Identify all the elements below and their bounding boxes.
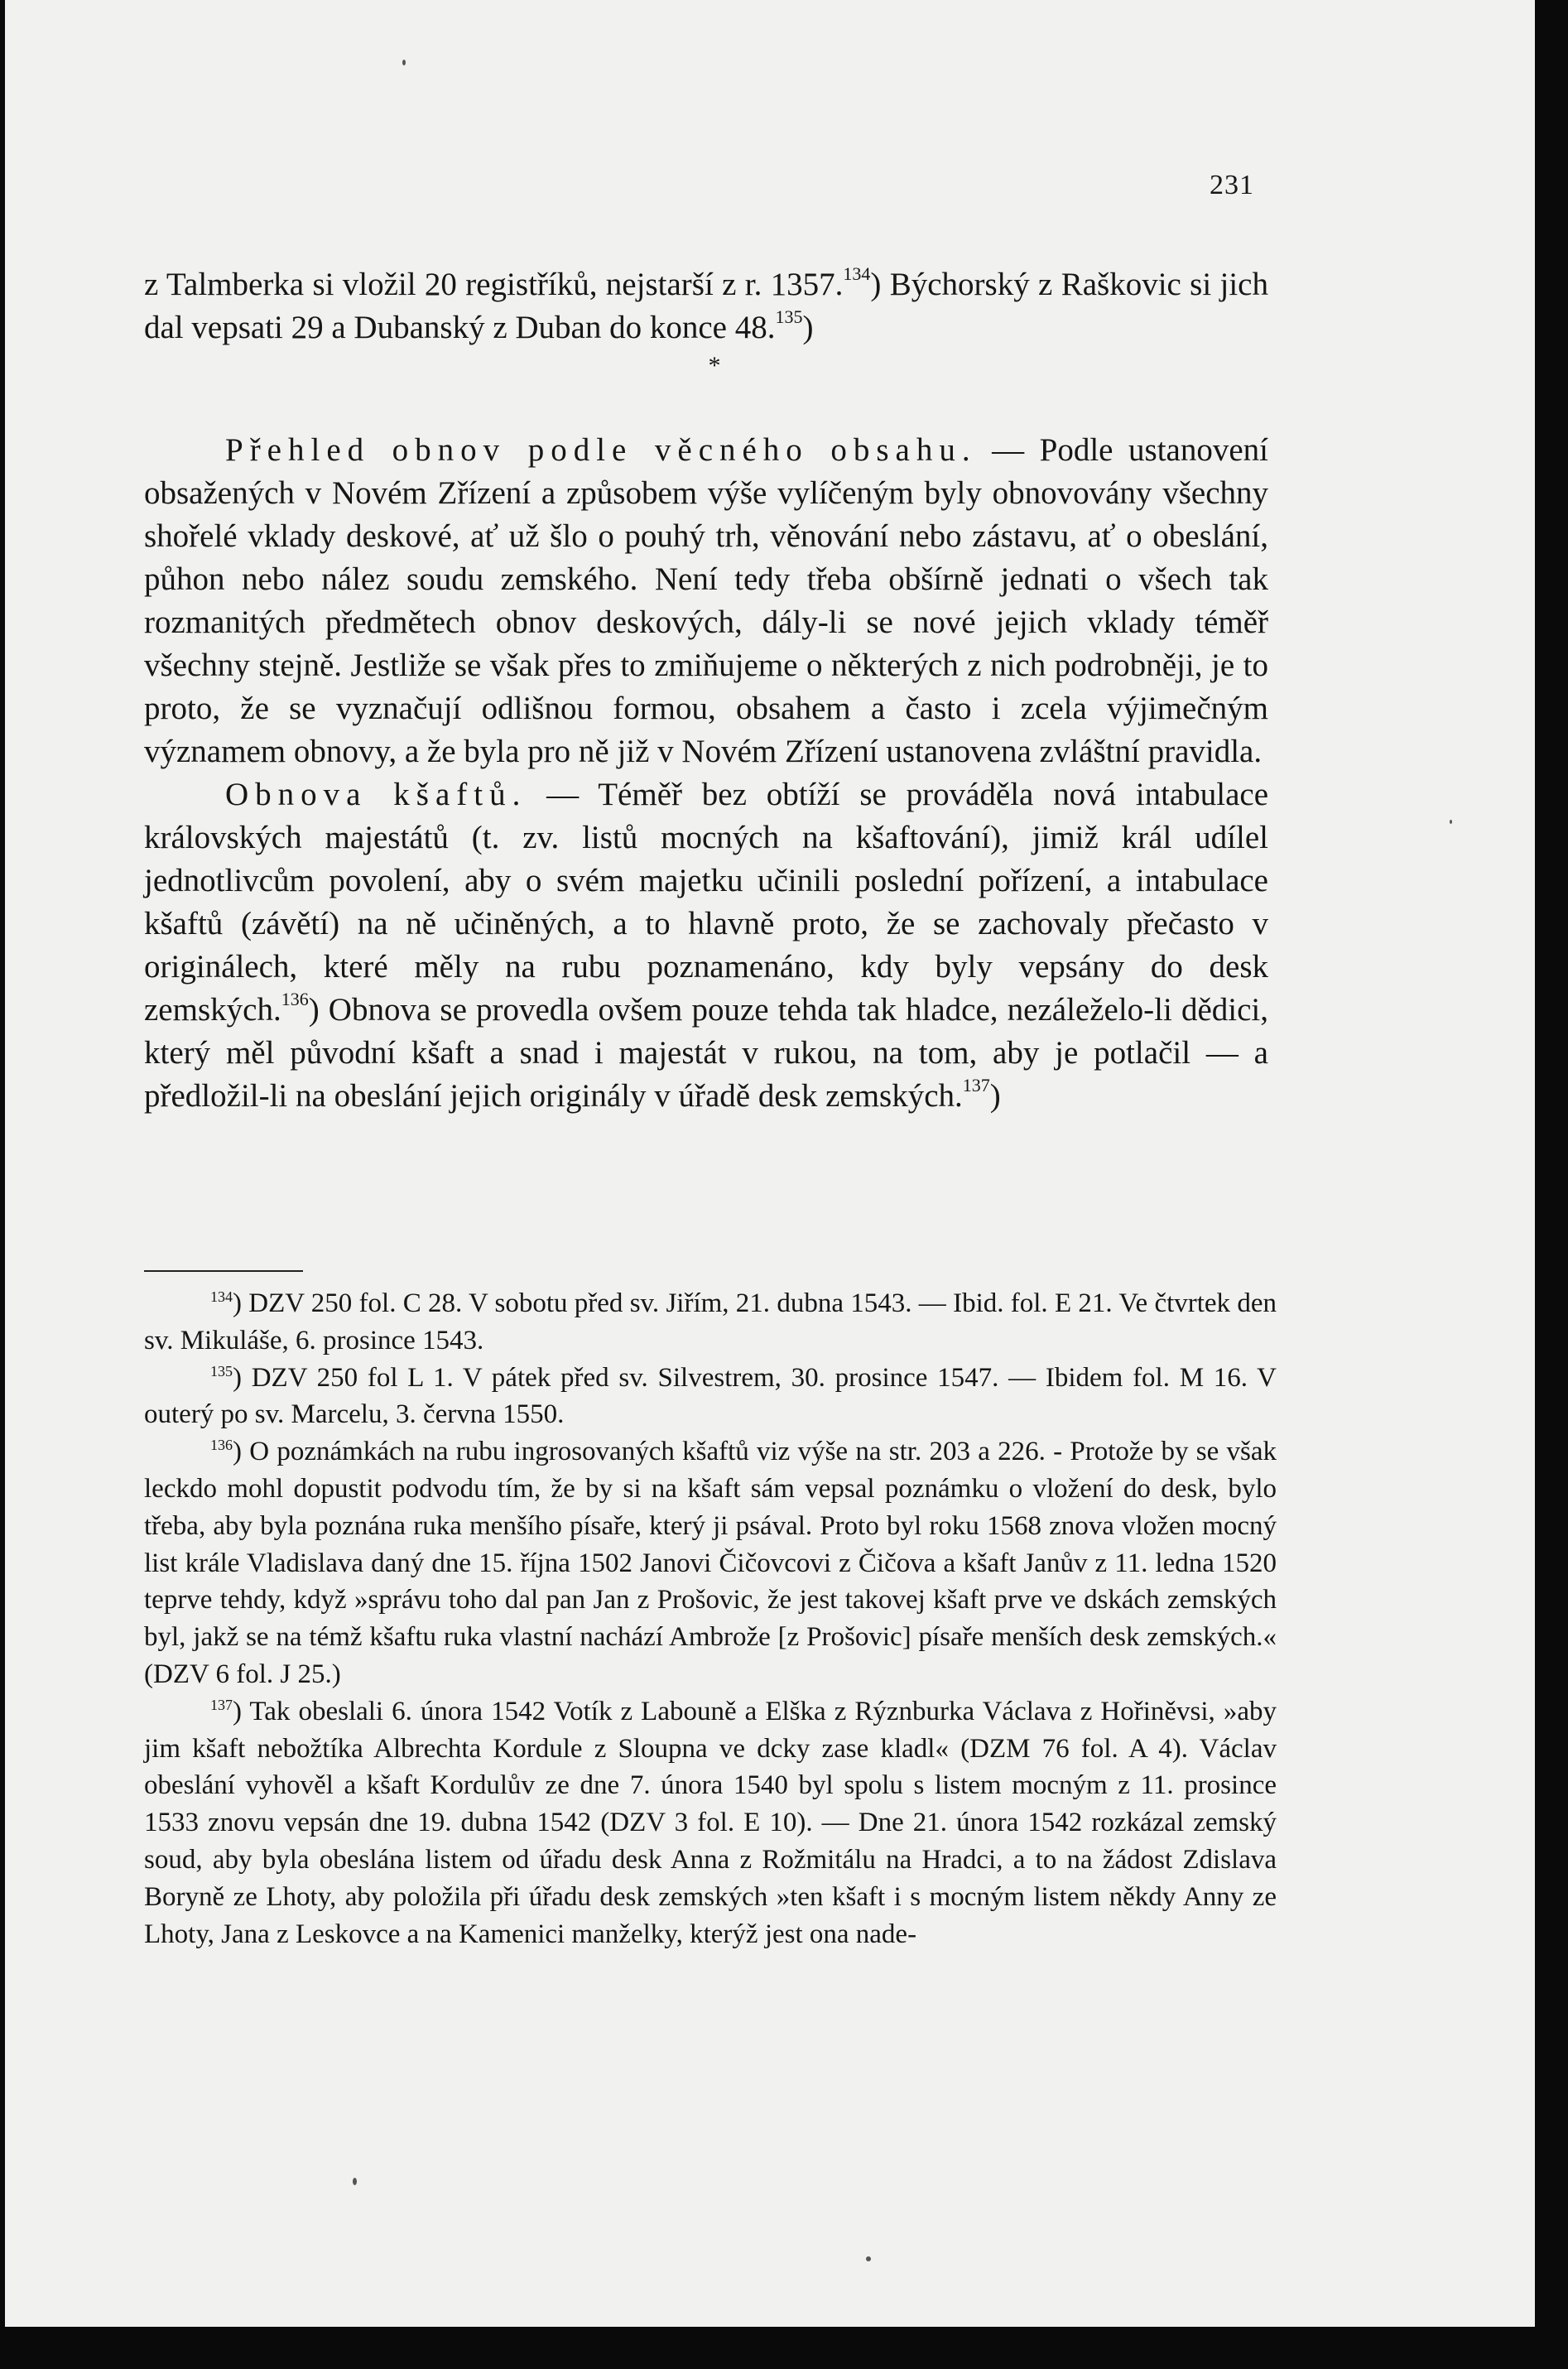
- intro-text-c: ): [802, 310, 814, 345]
- footnote-mark: 136: [210, 1437, 233, 1454]
- footnote-134: [144, 1285, 1277, 1360]
- footnote-mark: 135: [210, 1362, 233, 1380]
- section-2-body-b: ) Obnova se provedla ovšem pouze tehda tak hladce, nezáleželo-li dědici, který měl původní kšaft a snad i majestát v rukou, na tom, aby je potlačil — a předložil-li na obeslání jejich originály v úřadě desk zemských.: [144, 992, 1268, 1114]
- intro-paragraph: [144, 263, 1268, 349]
- footnote-135: [144, 1360, 1277, 1434]
- main-text: [144, 263, 1268, 1118]
- footnote-136: [144, 1433, 1277, 1693]
- footnote-137: [144, 1693, 1277, 1953]
- section-2-heading: Obnova kšaftů.: [225, 777, 527, 812]
- footnote-rule: [144, 1270, 303, 1272]
- section-2-body-c: ): [989, 1078, 1001, 1114]
- paper-speck: [353, 2178, 357, 2185]
- footnote-mark: 137: [210, 1696, 233, 1713]
- footnote-text: ) DZV 250 fol. C 28. V sobotu před sv. Jiřím, 21. dubna 1543. — Ibid. fol. E 21. Ve čtvrtek den sv. Mikuláše, 6. prosince 1543.: [144, 1288, 1277, 1355]
- section-2-body-a: — Téměř bez obtíží se prováděla nová intabulace královských majestátů (t. zv. listů mocných na kšaftování), jimiž král udílel jednotlivcům povolení, aby o svém majetku učinili poslední pořízení, a intabulace kšaftů (závětí) na ně učiněných, a to hlavně proto, že se zachovaly přečasto v originálech, které měly na rubu poznamenáno, kdy byly vepsány do desk zemských.: [144, 777, 1268, 1028]
- paper-speck: [402, 60, 406, 65]
- section-1-paragraph: [144, 429, 1268, 773]
- book-page: [5, 0, 1551, 2369]
- footnote-ref-136[interactable]: 136: [281, 989, 309, 1009]
- scan-edge-bottom: [5, 2327, 1551, 2369]
- footnote-ref-137[interactable]: 137: [962, 1075, 990, 1095]
- paper-speck: [1450, 820, 1452, 824]
- footnote-ref-135[interactable]: 135: [775, 306, 803, 327]
- footnotes: [144, 1285, 1277, 1952]
- section-2-paragraph: [144, 773, 1268, 1118]
- paper-speck: [866, 2256, 871, 2261]
- footnote-text: ) Tak obeslali 6. února 1542 Votík z Labouně a Elška z Rýznburka Václava z Hořiněvsi, »aby jim kšaft nebožtíka Albrechta Kordule z Sloupna ve dcky zase kladl« (DZM 76 fol. A 4). Václav obeslání vyhověl a kšaft Kordulův ze dne 7. února 1540 byl spolu s listem mocným z 11. prosince 1533 znovu vepsán dne 19. dubna 1542 (DZV 3 fol. E 10). — Dne 21. února 1542 rozkázal zemský soud, aby byla obeslána listem od úřadu desk Anna z Rožmitálu na Hradci, a to na žádost Zdislava Boryně ze Lhoty, aby položila při úřadu desk zemských »ten kšaft i s mocným listem někdy Anny ze Lhoty, Jana z Leskovce a na Kamenici manželky, kterýž jest ona nade-: [144, 1696, 1277, 1949]
- section-separator-star: *: [708, 352, 721, 379]
- intro-text-a: z Talmberka si vložil 20 registříků, nejstarší z r. 1357.: [144, 267, 844, 302]
- footnote-mark: 134: [210, 1288, 233, 1305]
- intro-text-b: ) Býchorský z Raškovic si jich dal vepsati 29 a Dubanský z Duban do konce 48.: [144, 267, 1268, 345]
- footnote-text: ) DZV 250 fol L 1. V pátek před sv. Silvestrem, 30. prosince 1547. — Ibidem fol. M 16. V outerý po sv. Marcelu, 3. června 1550.: [144, 1362, 1277, 1430]
- section-1-body: — Podle ustanovení obsažených v Novém Zřízení a způsobem výše vylíčeným byly obnovovány všechny shořelé vklady deskové, ať už šlo o pouhý trh, věnování nebo zástavu, ať o obeslání, půhon nebo nález soudu zemského. Není tedy třeba obšírně jednati o všech tak rozmanitých předmětech obnov deskových, dály-li se nové jejich vklady téměř všechny stejně. Jestliže se však přes to zmiňujeme o některých z nich podrobněji, je to proto, že se vyznačují odlišnou formou, obsahem a často i zcela výjimečným významem obnovy, a že byla pro ně již v Novém Zřízení ustanovena zvláštní pravidla.: [144, 432, 1268, 769]
- footnote-text: ) O poznámkách na rubu ingrosovaných kšaftů viz výše na str. 203 a 226. - Protože by se však leckdo mohl dopustit podvodu tím, že by si na kšaft sám vepsal poznámku o vložení do desk, bylo třeba, aby byla poznána ruka menšího písaře, který ji psával. Proto byl roku 1568 znova vložen mocný list krále Vladislava daný dne 15. října 1502 Janovi Čičovcovi z Čičova a kšaft Janův z 11. ledna 1520 teprve tehdy, když »správu toho dal pan Jan z Prošovic, že jest takovej kšaft prve ve dskách zemských byl, jakž se na témž kšaftu ruka vlastní nachází Ambrože [z Prošovic] písaře menších desk zemských.« (DZV 6 fol. J 25.): [144, 1437, 1277, 1689]
- section-1-heading: Přehled obnov podle věcného obsahu.: [225, 432, 977, 468]
- scan-edge-right: [1535, 0, 1551, 2369]
- footnote-ref-134[interactable]: 134: [843, 263, 871, 284]
- page-number: 231: [1210, 170, 1254, 200]
